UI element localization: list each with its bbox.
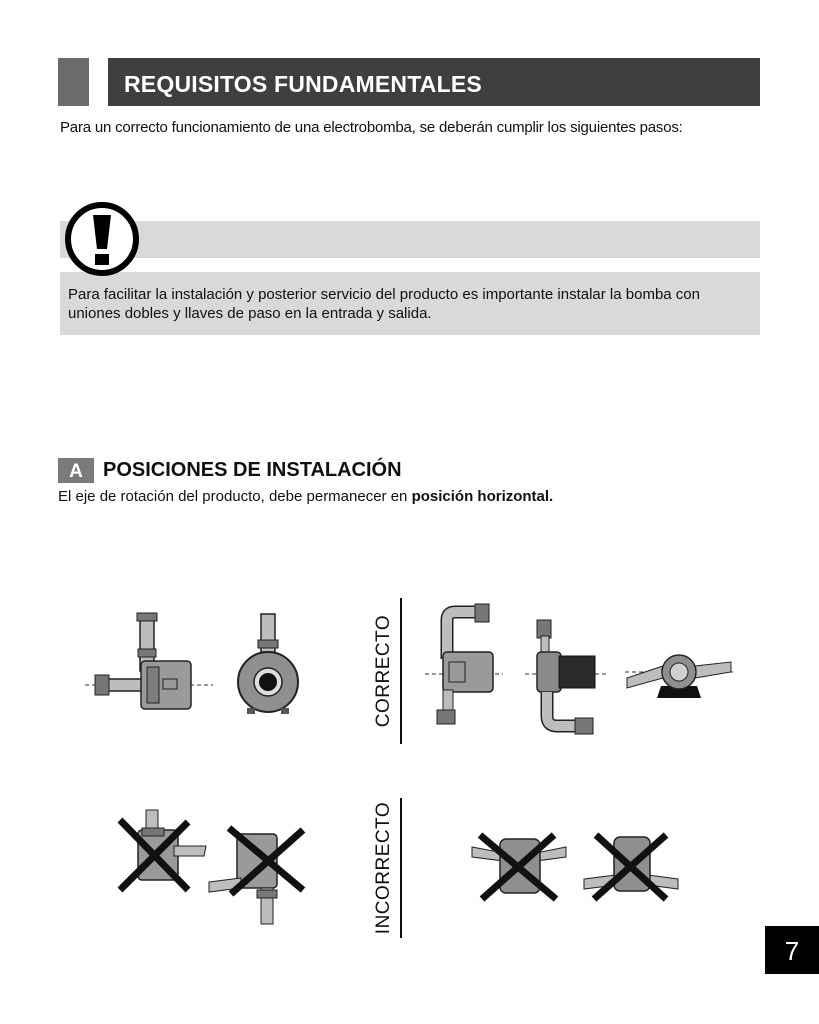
- correct-divider: [400, 598, 402, 744]
- correct-label: CORRECTO: [373, 614, 394, 728]
- correct-pump-front-view: [233, 612, 303, 717]
- section-description: [58, 488, 553, 505]
- incorrect-pump-vertical-1: [110, 808, 210, 893]
- incorrect-divider: [400, 798, 402, 938]
- page-title: REQUISITOS FUNDAMENTALES: [124, 71, 482, 97]
- incorrect-pump-tilted-2: [582, 833, 682, 903]
- incorrect-label: INCORRECTO: [373, 801, 394, 935]
- incorrect-pump-vertical-2: [207, 822, 307, 927]
- correct-pump-horizontal: [625, 650, 735, 705]
- correct-pump-side-view: [85, 605, 215, 720]
- page-number: 7: [765, 926, 819, 974]
- section-badge: A: [58, 458, 94, 483]
- correct-pump-elbow: [425, 604, 505, 729]
- warning-box: [60, 272, 760, 335]
- header-accent-block: [58, 58, 89, 106]
- warning-header-bar: [60, 221, 760, 258]
- section-text-bold: posición horizontal.: [411, 488, 554, 505]
- section-title: POSICIONES DE INSTALACIÓN: [103, 459, 402, 481]
- correct-pump-inverted: [525, 616, 610, 741]
- intro-text: Para un correcto funcionamiento de una electrobomba, se deberán cumplir los siguientes pasos:: [60, 119, 683, 136]
- exclamation-icon: [62, 201, 142, 281]
- warning-text: Para facilitar la instalación y posterior servicio del producto es importante instalar la bomba con uniones dobles y llaves de paso en la entrada y salida.: [68, 286, 700, 322]
- header-bar: [108, 58, 760, 106]
- incorrect-pump-tilted-1: [470, 833, 570, 903]
- section-text-prefix: El eje de rotación del producto, debe permanecer en: [58, 488, 412, 505]
